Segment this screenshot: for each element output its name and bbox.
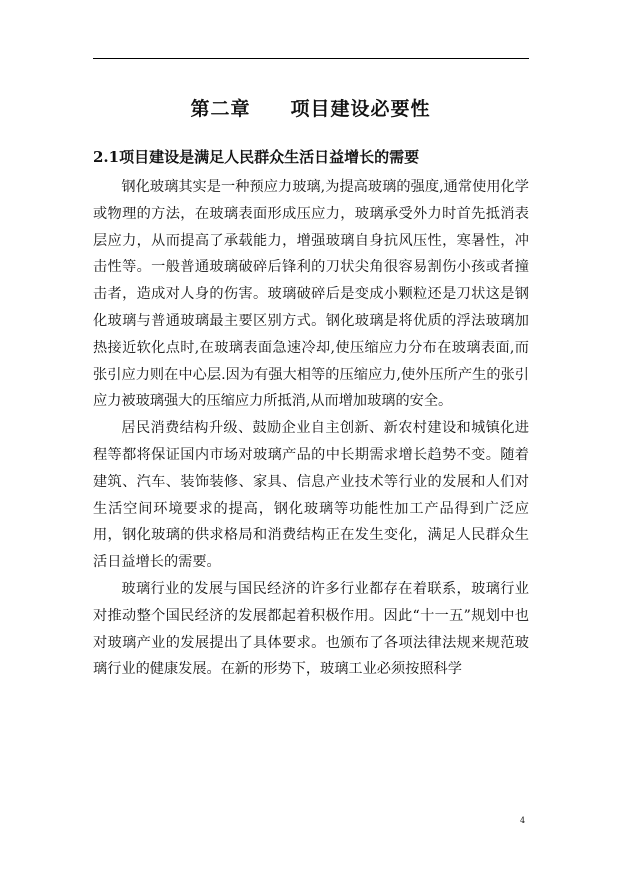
paragraph: 玻璃行业的发展与国民经济的许多行业都存在着联系，玻璃行业对推动整个国民经济的发展都起着积极作用。因此“十一五”规划中也对玻璃产业的发展提出了具体要求。也颁布了各项法律法规来规范玻璃行业的健康发展。在新的形势下，玻璃工业必须按照科学 xyxy=(93,580,529,678)
chapter-title: 第二章 项目建设必要性 xyxy=(190,98,431,120)
header-rule xyxy=(93,58,529,59)
paragraph: 居民消费结构升级、鼓励企业自主创新、新农村建设和城镇化进程等都将保证国内市场对玻璃产品的中长期需求增长趋势不变。随着建筑、汽车、装饰装修、家具、信息产业技术等行业的发展和人们对生活空间环境要求的提高，钢化玻璃等功能性加工产品得到广泛应用，钢化玻璃的供求格局和消费结构正在发生变化，满足人民群众生活日益增长的需要。 xyxy=(93,420,529,571)
paragraph: 钢化玻璃其实是一种预应力玻璃,为提高玻璃的强度,通常使用化学或物理的方法，在玻璃表面形成压应力，玻璃承受外力时首先抵消表层应力，从而提高了承载能力，增强玻璃自身抗风压性，寒暑性，冲击性等。一般普通玻璃破碎后锋利的刀状尖角很容易割伤小孩或者撞击者，造成对人身的伤害。玻璃破碎后是变成小颗粒还是刀状这是钢化玻璃与普通玻璃最主要区别方式。钢化玻璃是将优质的浮法玻璃加热接近软化点时,在玻璃表面急速冷却,使压缩应力分布在玻璃表面,而张引应力则在中心层.因为有强大相等的压缩应力,使外压所产生的张引应力被玻璃强大的压缩应力所抵消,从而增加玻璃的安全。 xyxy=(93,179,529,410)
body-text xyxy=(93,174,529,683)
section-heading: 2.1项目建设是满足人民群众生活日益增长的需要 xyxy=(93,148,420,166)
page-number: 4 xyxy=(520,816,526,825)
